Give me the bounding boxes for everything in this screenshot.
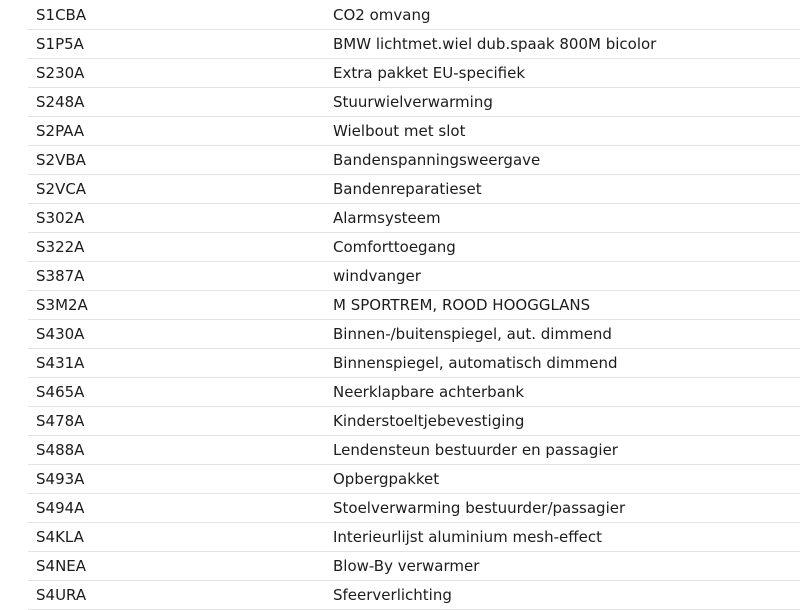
option-code: S478A bbox=[28, 407, 325, 436]
table-row bbox=[28, 378, 800, 407]
option-code: S488A bbox=[28, 436, 325, 465]
table-row bbox=[28, 523, 800, 552]
option-code: S387A bbox=[28, 262, 325, 291]
table-row bbox=[28, 204, 800, 233]
option-description: Blow-By verwarmer bbox=[325, 552, 800, 581]
option-description: Kinderstoeltjebevestiging bbox=[325, 407, 800, 436]
option-description: Binnenspiegel, automatisch dimmend bbox=[325, 349, 800, 378]
table-row bbox=[28, 233, 800, 262]
option-code: S1P5A bbox=[28, 30, 325, 59]
option-description: M SPORTREM, ROOD HOOGGLANS bbox=[325, 291, 800, 320]
table-row bbox=[28, 407, 800, 436]
table-row bbox=[28, 175, 800, 204]
table-row bbox=[28, 465, 800, 494]
option-code: S430A bbox=[28, 320, 325, 349]
option-description: Wielbout met slot bbox=[325, 117, 800, 146]
option-code: S431A bbox=[28, 349, 325, 378]
option-description: Extra pakket EU-specifiek bbox=[325, 59, 800, 88]
table-row bbox=[28, 88, 800, 117]
table-row bbox=[28, 581, 800, 610]
option-description: Alarmsysteem bbox=[325, 204, 800, 233]
option-code: S494A bbox=[28, 494, 325, 523]
table-row bbox=[28, 320, 800, 349]
option-code: S3M2A bbox=[28, 291, 325, 320]
option-code: S465A bbox=[28, 378, 325, 407]
table-row bbox=[28, 59, 800, 88]
table-row bbox=[28, 117, 800, 146]
option-description: BMW lichtmet.wiel dub.spaak 800M bicolor bbox=[325, 30, 800, 59]
table-row bbox=[28, 262, 800, 291]
options-table bbox=[28, 1, 800, 610]
option-description: Comforttoegang bbox=[325, 233, 800, 262]
option-code: S4URA bbox=[28, 581, 325, 610]
table-row bbox=[28, 30, 800, 59]
table-row bbox=[28, 494, 800, 523]
table-row bbox=[28, 1, 800, 30]
option-description: Sfeerverlichting bbox=[325, 581, 800, 610]
option-code: S2VCA bbox=[28, 175, 325, 204]
option-code: S248A bbox=[28, 88, 325, 117]
option-code: S1CBA bbox=[28, 1, 325, 30]
table-row bbox=[28, 146, 800, 175]
option-code: S2PAA bbox=[28, 117, 325, 146]
option-description: Interieurlijst aluminium mesh-effect bbox=[325, 523, 800, 552]
option-code: S4KLA bbox=[28, 523, 325, 552]
option-description: Bandenreparatieset bbox=[325, 175, 800, 204]
option-description: CO2 omvang bbox=[325, 1, 800, 30]
options-table-body bbox=[28, 1, 800, 610]
option-description: windvanger bbox=[325, 262, 800, 291]
option-code: S302A bbox=[28, 204, 325, 233]
option-description: Lendensteun bestuurder en passagier bbox=[325, 436, 800, 465]
option-description: Opbergpakket bbox=[325, 465, 800, 494]
table-row bbox=[28, 291, 800, 320]
option-code: S493A bbox=[28, 465, 325, 494]
option-description: Neerklapbare achterbank bbox=[325, 378, 800, 407]
option-code: S322A bbox=[28, 233, 325, 262]
option-description: Stoelverwarming bestuurder/passagier bbox=[325, 494, 800, 523]
option-description: Stuurwielverwarming bbox=[325, 88, 800, 117]
table-row bbox=[28, 349, 800, 378]
option-code: S4NEA bbox=[28, 552, 325, 581]
option-code: S2VBA bbox=[28, 146, 325, 175]
option-description: Binnen-/buitenspiegel, aut. dimmend bbox=[325, 320, 800, 349]
option-description: Bandenspanningsweergave bbox=[325, 146, 800, 175]
table-row bbox=[28, 552, 800, 581]
table-row bbox=[28, 436, 800, 465]
option-code: S230A bbox=[28, 59, 325, 88]
